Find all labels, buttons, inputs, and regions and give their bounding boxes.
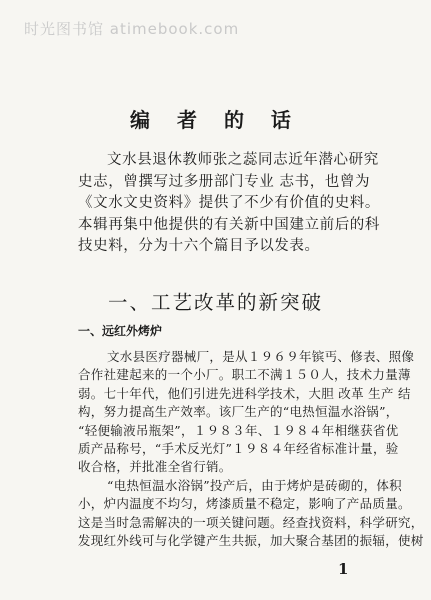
preface-line: 文水县退休教师张之蕊同志近年潜心研究 (107, 152, 379, 168)
subsection-heading: 一、远红外烤炉 (78, 324, 163, 338)
preface-line: 史志，曾撰写过多册部门专业 志书，也曾为 (78, 173, 371, 190)
body-line: 发现红外线可与化学键产生共振，加大聚合基团的振辐，使树 (78, 533, 424, 549)
preface-paragraph (78, 150, 410, 258)
page-number: 1 (338, 560, 349, 578)
body-line: 文水县医疗器械厂，是从１９６９年镔丐、修表、照像 (107, 349, 415, 364)
preface-line: 技史料，分为十六个篇目予以发表。 (78, 238, 320, 254)
body-line: 小，炉内温度不均匀，烤漆质量不稳定，影响了产品质量。 (78, 496, 411, 512)
body-line: 弱。七十年代，他们引进先进科学技术，大胆 改革 生产 结 (78, 385, 411, 401)
body-line: “轻便输液吊瓶架”，１９８３年、１９８４年相继获省优 (78, 422, 399, 438)
body-paragraph (78, 348, 424, 550)
body-line: 这是当时急需解决的一项关键问题。经查找资料，科学研究， (78, 514, 424, 530)
preface-title: 编 者 的 话 (130, 108, 301, 132)
body-line: 收合格，并批准全省行销。 (78, 459, 232, 475)
preface-line: 本辑再集中他提供的有关新中国建立前后的科 (78, 216, 380, 233)
section-title: 一、工艺改革的新突破 (107, 291, 323, 314)
body-line: “电热恒温水浴锅”投产后，由于烤炉是砖砌的，体积 (107, 477, 402, 493)
preface-line: 《文水文史资料》提供了不少有价值的史料。 (78, 195, 380, 211)
watermark: 时光图书馆 atimebook.com (24, 20, 240, 38)
body-line: 质产品称号，“手术反光灯”１９８４年经省标准计量，验 (78, 441, 399, 457)
body-line: 构，努力提高生产效率。该厂生产的“电热恒温水浴锅”， (78, 404, 399, 420)
body-line: 合作社建起来的一个小厂。职工不满１５０人，技术力量薄 (78, 367, 411, 383)
